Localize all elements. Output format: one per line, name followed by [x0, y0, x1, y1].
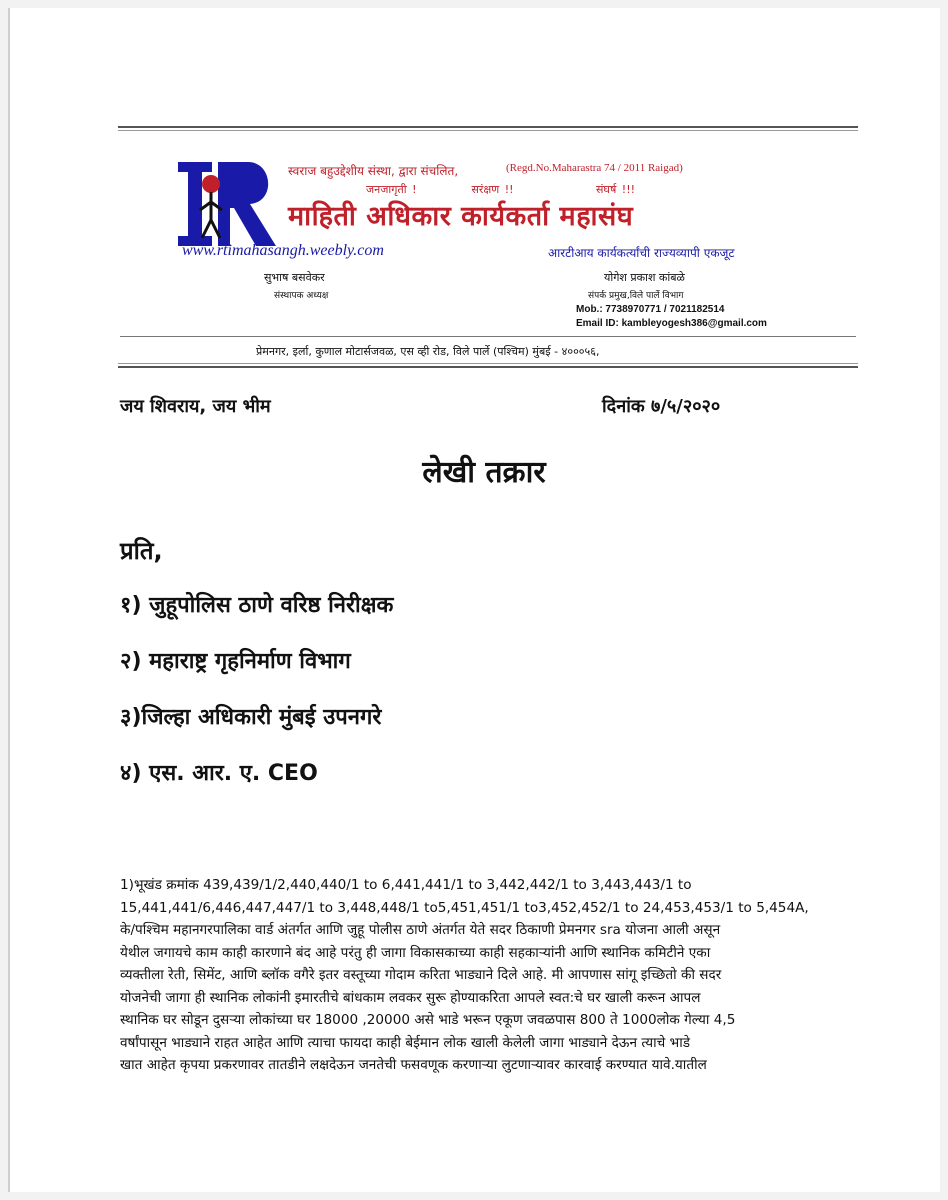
body-line: योजनेची जागा ही स्थानिक लोकांनी इमारतीचे बांधकाम लवकर सुरू होण्याकरिता आपले स्वत:चे घर खाली करून आपल: [120, 989, 701, 1006]
body-line: स्थानिक घर सोडून दुसऱ्या लोकांच्या घर 18000 ,20000 असे भाडे भरून एकूण जवळपास 800 ते 1000लोक गेल्या 4,5: [120, 1012, 736, 1028]
website-link[interactable]: www.rtimahasangh.weebly.com: [182, 242, 384, 259]
tagline: आरटीआय कार्यकर्त्यांची राज्यव्यापी एकजूट: [548, 246, 735, 260]
rti-logo-icon: [178, 162, 278, 246]
salutation: प्रति,: [120, 537, 163, 565]
address: प्रेमनगर, इर्ला, कुणाल मोटार्सजवळ, एस व्ही रोड, विले पार्ले (पश्चिम) मुंबई - ४०००५६,: [256, 345, 600, 358]
email-address[interactable]: Email ID: kambleyogesh386@gmail.com: [576, 318, 767, 329]
organization-name: माहिती अधिकार कार्यकर्ता महासंघ: [288, 201, 634, 232]
greeting: जय शिवराय, जय भीम: [120, 396, 271, 417]
body-line: वर्षांपासून भाड्याने राहत आहेत आणि त्याचा फायदा काही बेईमान लोक खाली केलेली जागा भाड्याने देऊन त्याचे भाडे: [120, 1034, 690, 1051]
parent-org-line: स्वराज बहुउद्देशीय संस्था, द्वारा संचलित,: [288, 164, 459, 178]
body-line: व्यक्तीला रेती, सिमेंट, आणि ब्लॉक वगैरे इतर वस्तूच्या गोदाम करिता भाड्याने दिले आहे. मी आपणास सांगू इच्छितो की सदर: [120, 967, 722, 983]
body-line: खात आहेत कृपया प्रकरणावर तातडीने लक्षदेऊन जनतेची फसवणूक करणाऱ्या लुटणाऱ्यावर कारवाई करण्यात यावे.यातील: [120, 1057, 707, 1073]
registration-number: (Regd.No.Maharastra 74 / 2011 Raigad): [506, 162, 683, 174]
body-line: येथील जगायचे काम काही कारणाने बंद आहे परंतु ही जागा विकासकाच्या काही सहकाऱ्यांनी आणि स्थानिक कमिटीने एका: [120, 944, 711, 961]
motto: जनजागृती ! सरंक्षण !! संघर्ष !!!: [366, 183, 636, 196]
founder-name: सुभाष बसवेकर: [264, 271, 325, 284]
body-line: 1)भूखंड क्रमांक 439,439/1/2,440,440/1 to 6,441,441/1 to 3,442,442/1 to 3,443,443/1 to: [120, 877, 692, 893]
recipient-item: ३)जिल्हा अधिकारी मुंबई उपनगरे: [120, 705, 382, 730]
mobile-numbers: Mob.: 7738970771 / 7021182514: [576, 304, 725, 315]
recipient-item: २) महाराष्ट्र गृहनिर्माण विभाग: [120, 649, 351, 674]
document-page: [8, 8, 940, 1192]
founder-role: संस्थापक अध्यक्ष: [274, 291, 329, 301]
body-line: 15,441,441/6,446,447,447/1 to 3,448,448/1 to5,451,451/1 to3,452,452/1 to 24,453,453/1 to 5,454A,: [120, 899, 809, 916]
letterhead: [118, 126, 858, 368]
recipient-item: ४) एस. आर. ए. CEO: [120, 761, 318, 786]
contact-name: योगेश प्रकाश कांबळे: [604, 271, 685, 284]
body-line: के/पश्चिम महानगरपालिका वार्ड अंतर्गत आणि जुहू पोलीस ठाणे अंतर्गत येते सदर ठिकाणी प्रेमनगर sra योजना आली असून: [120, 922, 721, 938]
recipient-list: [120, 591, 393, 815]
contact-role: संपर्क प्रमुख,विले पार्ले विभाग: [588, 291, 684, 301]
complaint-body: [120, 874, 842, 1077]
letter-title: लेखी तक्रार: [422, 455, 546, 490]
letter-date: दिनांक ७/५/२०२०: [602, 396, 721, 417]
recipient-item: १) जुहूपोलिस ठाणे वरिष्ठ निरीक्षक: [120, 593, 394, 618]
letterhead-divider: [120, 336, 856, 337]
